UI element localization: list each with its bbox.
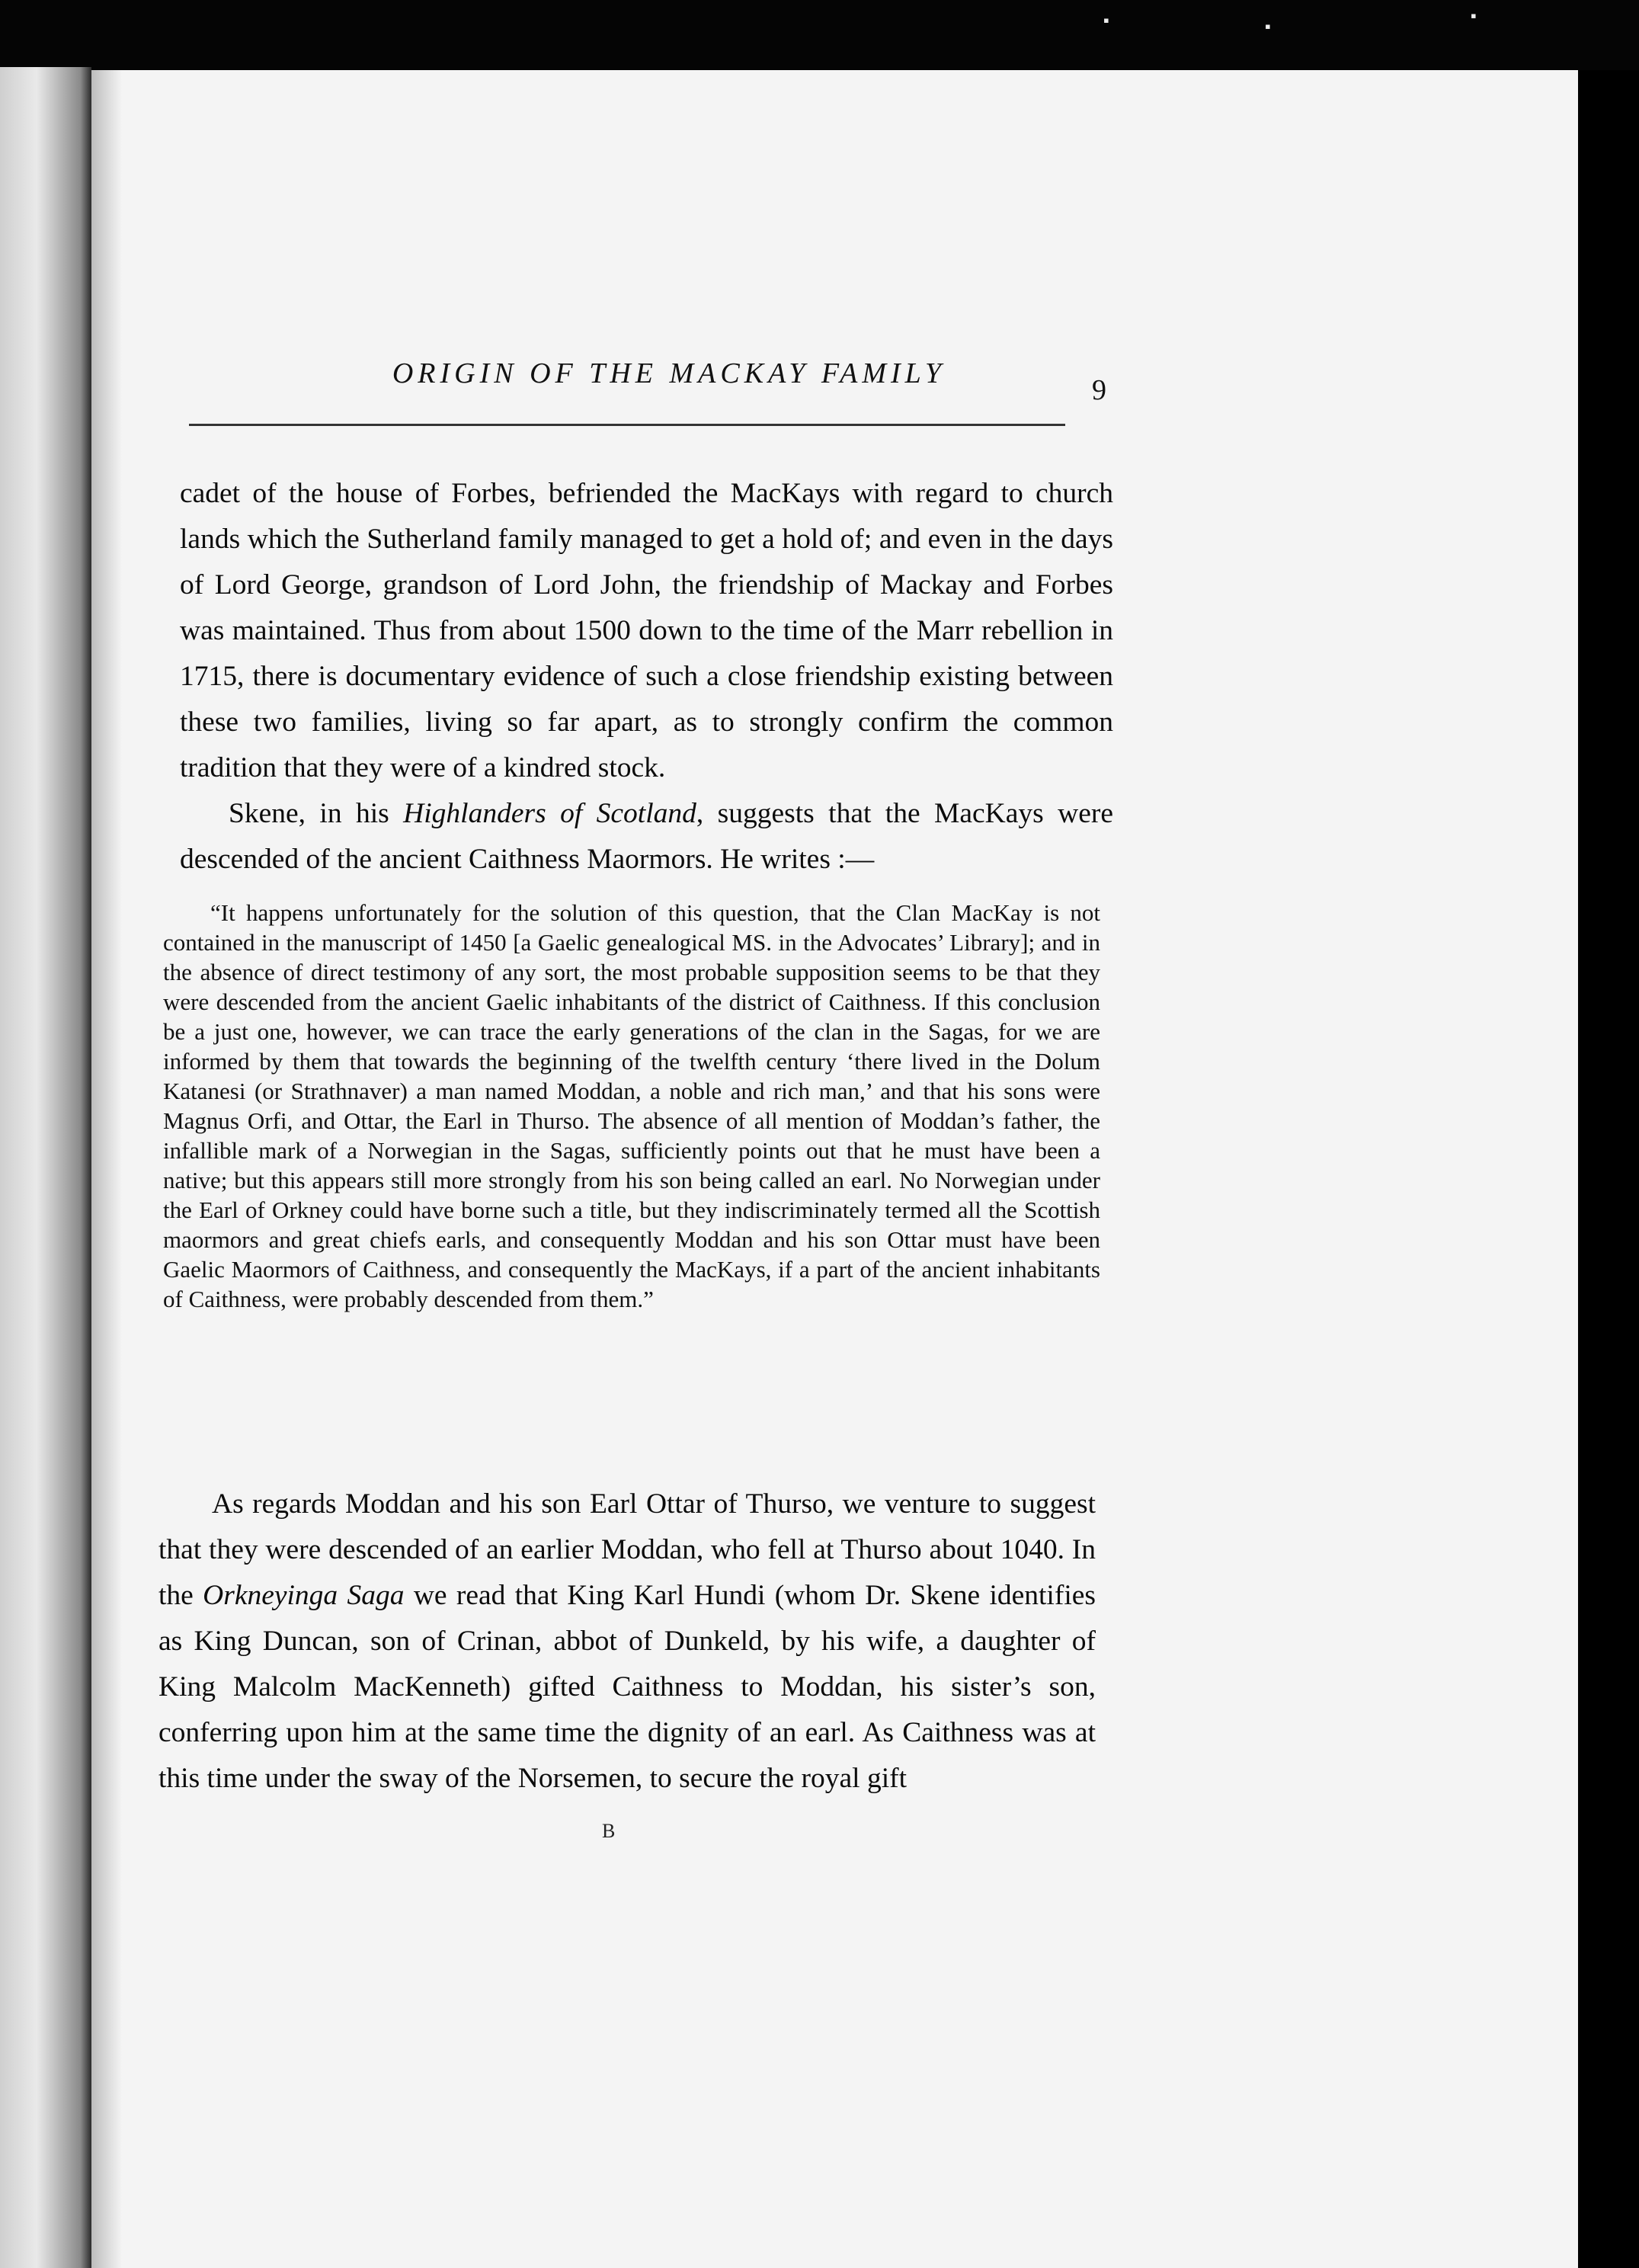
- header-rule: [189, 424, 1065, 426]
- paragraph-skene: [180, 791, 1113, 883]
- facing-page-edge: [0, 67, 91, 2268]
- body-text: [180, 471, 1113, 883]
- scan-speck: ▪: [1103, 11, 1109, 30]
- block-quote: “It happens unfortunately for the solution of this question, that the Clan MacKay is not contained in the manuscript of 1450 [a Gaelic genealogical MS. in the Advocates’ Library]; and in the absence of direct testimony of any sort, the most probable supposition seems to be that they were descended from the ancient Gaelic inhabitants of the district of Caithness. If this conclusion be a just one, however, we can trace the early generations of the clan in the Sagas, for we are informed by them that towards the beginning of the twelfth century ‘there lived in the Dolum Katanesi (or Strathnaver) a man named Moddan, a noble and rich man,’ and that his sons were Magnus Orfi, and Ottar, the Earl in Thurso. The absence of all mention of Moddan’s father, the infallible mark of a Norwegian in the Sagas, sufficiently points out that he must have been a native; but this appears still more strongly from his son being called an earl. No Norwegian under the Earl of Orkney could have borne such a title, but they indiscriminately termed all the Scottish maormors and great chiefs earls, and consequently Moddan and his son Ottar must have been Gaelic Maormors of Caithness, and consequently the MacKays, if a part of the ancient inhabitants of Caithness, were probably descended from them.”: [163, 899, 1100, 1312]
- scan-speck: ▪: [1471, 6, 1477, 25]
- scan-speck: ▪: [1265, 17, 1271, 36]
- paragraph-moddan-text-end: we read that King Karl Hundi (whom Dr. Skene identifies as King Duncan, son of Crinan, abbot of Dunkeld, by his wife, a daughter of King Malcolm MacKenneth) gifted Caithness to Moddan, his sister’s son, conferring upon him at the same time the dignity of an earl. As Caithness was at this time under the sway of the Norsemen, to secure the royal gift: [158, 1580, 1096, 1794]
- book-title: Highlanders of Scotland: [403, 798, 696, 829]
- paragraph-moddan-text: As regards Moddan and his son Earl Ottar of Thurso, we venture to suggest that they were descended of an earlier Moddan, who fell at Thurso about 1040. In the: [158, 1488, 1096, 1611]
- paragraph-skene-text-end: , suggests that the MacKays were descended of the ancient Caithness Maormors. He writes :—: [180, 798, 1113, 875]
- scan-border-top: [0, 0, 1639, 76]
- saga-title: Orkneyinga Saga: [203, 1580, 405, 1611]
- signature-mark: B: [602, 1820, 616, 1842]
- paragraph-moddan: [158, 1482, 1096, 1802]
- page-number: 9: [1092, 374, 1106, 406]
- running-head: ORIGIN OF THE MACKAY FAMILY: [392, 357, 946, 389]
- scan-border-right: [1578, 70, 1639, 2268]
- paragraph-skene-text: Skene, in his: [229, 798, 404, 829]
- paragraph-continued: cadet of the house of Forbes, befriended the MacKays with regard to church lands which the Sutherland family managed to get a hold of; and even in the days of Lord George, grandson of Lord John, the friendship of Mackay and Forbes was maintained. Thus from about 1500 down to the time of the Marr rebellion in 1715, there is documentary evidence of such a close friendship existing between these two families, living so far apart, as to strongly confirm the common tradition that they were of a kindred stock.: [180, 478, 1113, 783]
